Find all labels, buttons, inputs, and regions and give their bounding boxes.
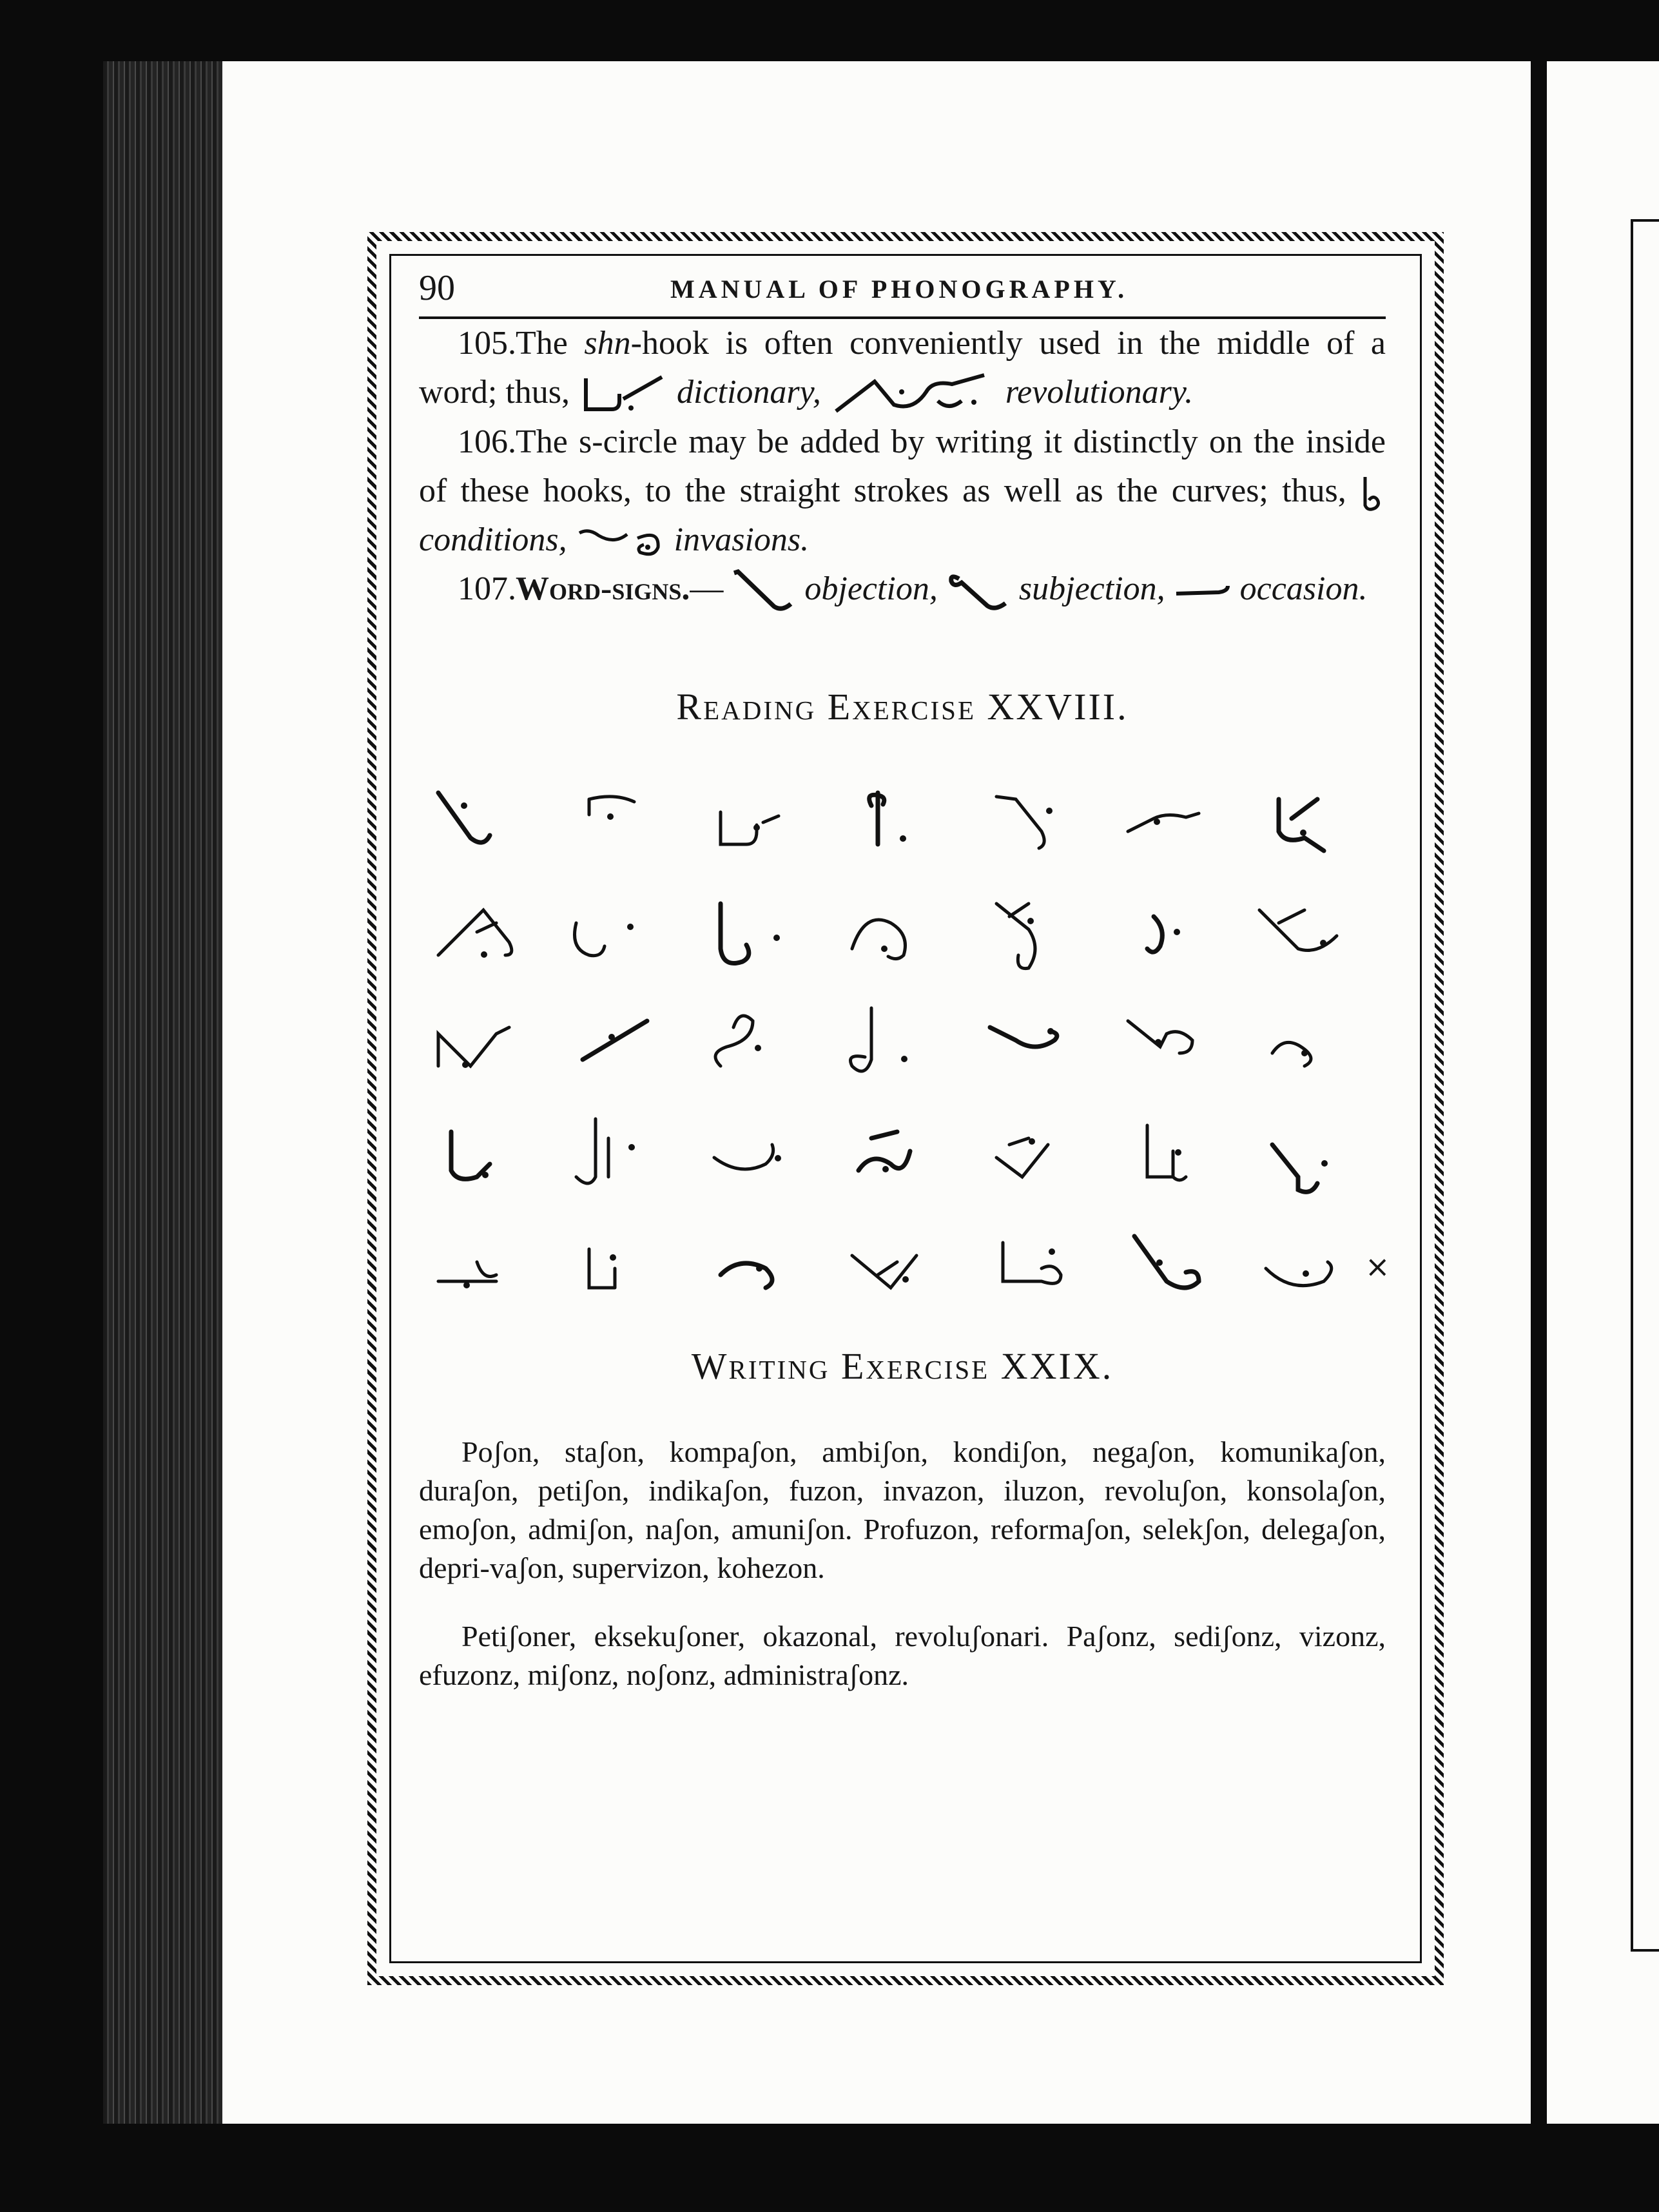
book-spine [103,61,226,2124]
shorthand-outline [1115,884,1212,975]
page-number: 90 [419,268,455,308]
shorthand-outline-objection [732,569,796,614]
shorthand-outline [701,773,798,864]
paragraph-106: 106.The s-circle may be added by writing it distinctly on the inside of these hooks, to the straight strokes as well as the curves; thus, conditions, invasions. [419,418,1386,565]
shorthand-outline [563,773,660,864]
reading-exercise-outlines [419,767,1390,1321]
shorthand-outline [1253,773,1350,864]
writing-exercise-text-1: Poʃon, staʃon, kompaʃon, ambiʃon, kondiʃon, negaʃon, komunikaʃon, duraʃon, petiʃon, indikaʃon, fuzon, invazon, iluzon, revoluʃon, konsolaʃon, emoʃon, admiʃon, naʃon, amuniʃon. Profuzon, reformaʃon, selekʃon, delegaʃon, depri-vaʃon, supervizon, kohezon. [419,1435,1386,1585]
shorthand-outline-occasion [1174,582,1232,601]
shorthand-outline [1115,1217,1212,1307]
shorthand-outline [1115,1106,1212,1196]
shorthand-outline [563,1217,660,1307]
shorthand-outline [839,773,936,864]
shorthand-outline [425,773,522,864]
shorthand-outline-revolutionary [830,373,997,418]
shorthand-outline [977,773,1074,864]
paragraph-107: 107.Word-signs.— objection, subjection, occasion. [419,565,1386,614]
shorthand-outline [425,1106,522,1196]
right-page-frame [1631,219,1659,1952]
shorthand-outline-conditions [1360,474,1386,513]
shorthand-outline [425,1217,522,1307]
reading-exercise-title: Reading Exercise XXVIII. [676,686,1129,728]
shorthand-outline [1253,1106,1350,1196]
shorthand-outline [839,995,936,1085]
shorthand-outline [839,1217,936,1307]
end-mark: × [1365,1249,1390,1285]
shorthand-outline [977,995,1074,1085]
shorthand-outline [701,995,798,1085]
shorthand-outline [1253,1217,1350,1307]
shorthand-outline [1253,884,1350,975]
shorthand-outline [425,995,522,1085]
shorthand-outline [563,884,660,975]
paragraph-number: 105. [458,325,516,362]
shorthand-outline [1253,995,1350,1085]
shorthand-outline [425,884,522,975]
shorthand-outline-subjection [946,571,1011,612]
shorthand-outline [977,1106,1074,1196]
shorthand-outline [1115,773,1212,864]
shorthand-outline [701,1217,798,1307]
shorthand-outline [839,1106,936,1196]
paragraph-number: 106. [458,423,516,461]
writing-exercise-text-2: Petiʃoner, eksekuʃoner, okazonal, revoluʃonari. Paʃonz, sediʃonz, vizonz, efuzonz, miʃonz, noʃonz, administraʃonz. [419,1620,1386,1692]
shorthand-outline [1115,995,1212,1085]
shorthand-outline-invasions [576,525,666,560]
shorthand-outline [701,1106,798,1196]
shorthand-outline [701,884,798,975]
page-content [419,255,1390,1724]
paragraph-105: 105.The shn-hook is often conveniently used in the middle of a word; thus, dictionary, revolutionary. [419,319,1386,418]
running-title: MANUAL OF PHONOGRAPHY. [670,275,1129,304]
page-header [419,255,1386,319]
word-signs-label: Word-signs. [516,570,690,608]
shorthand-outline [563,995,660,1085]
paragraph-number: 107. [458,570,516,608]
writing-exercise-title: Writing Exercise XXIX. [691,1345,1114,1388]
shorthand-outline [563,1106,660,1196]
shorthand-outline [977,884,1074,975]
shorthand-outline [839,884,936,975]
shorthand-outline-dictionary [578,374,668,416]
shorthand-outline [977,1217,1074,1307]
